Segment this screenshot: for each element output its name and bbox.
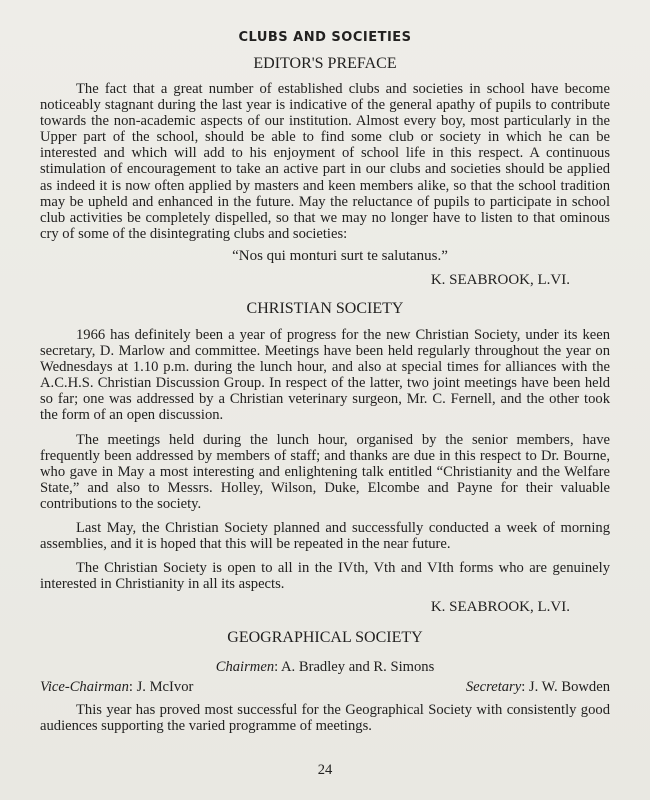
christian-society-paragraph: The meetings held during the lunch hour, organised by the senior members, have frequently been addressed by members of staff; and thanks are due in this respect to Dr. Bourne, who gave in May a most interesting and enlightening talk entitled “Christianity and the Welfare State,” and also to Messrs. Holley, Wilson, Duke, Elcombe and Payne for their valuable contributions to the society. (40, 431, 610, 512)
secretary-colon: : (521, 679, 529, 696)
christian-society-signature: K. SEABROOK, L.VI. (430, 599, 570, 616)
christian-society-section (40, 299, 610, 616)
secretary-label: Secretary (465, 679, 522, 696)
editors-preface-signature: K. SEABROOK, L.VI. (430, 271, 570, 288)
geographical-society-heading: GEOGRAPHICAL SOCIETY (227, 629, 423, 647)
secretary-entry (466, 678, 610, 696)
christian-society-heading: CHRISTIAN SOCIETY (246, 299, 404, 317)
vice-chairman-colon: : (128, 679, 137, 696)
christian-society-paragraph: 1966 has definitely been a year of progress for the new Christian Society, under its keen secretary, D. Marlow and committee. Meetings have been held regularly throughout the year on Wednesdays at 1.10 p.m. during the lunch hour, and also at special times for alliances with the A.C.H.S. Christian Discussion Group. In respect of the latter, two joint meetings have been held so far; one was addressed by a Christian veterinary surgeon, Mr. C. Fernell, and the other took the form of an open discussion. (40, 326, 610, 424)
page-number: 24 (317, 762, 333, 778)
chairmen-label: Chairmen (215, 659, 275, 676)
vice-chairman-value: J. McIvor (136, 679, 194, 696)
chairmen-line (40, 658, 610, 676)
editors-preface-paragraph: The fact that a great number of established clubs and societies in school have become noticeably stagnant during the last year is indicative of the general apathy of pupils to contribute towards the non-academic aspects of our institution. Almost every boy, most particularly in the Upper part of the school, should be able to find some club or society in which he can be interested and which will add to his enjoyment of school life in this respect. A continuous stimulation of encouragement to take an active part in our clubs and societies should be applied as indeed it is now often applied by masters and keen members alike, so that the school tradition may be upheld and enhanced in the future. May the reluctance of pupils to participate in school club activities be completely dispelled, so that we may no longer have to listen to that ominous cry of some of the disintegrating clubs and societies: (40, 81, 610, 242)
geographical-society-paragraph: This year has proved most successful for the Geographical Society with consistently good audiences supporting the varied programme of meetings. (40, 702, 610, 735)
vice-chairman-entry (40, 678, 193, 696)
secretary-value: J. W. Bowden (528, 679, 610, 696)
editors-preface-quote: “Nos qui monturi surt te salutanus.” (232, 247, 448, 264)
christian-society-paragraph: The Christian Society is open to all in the IVth, Vth and VIth forms who are genuinely interested in Christianity in all its aspects. (40, 560, 610, 593)
officers-line (40, 678, 610, 696)
chairmen-colon: : (274, 659, 282, 676)
geographical-society-section (40, 628, 610, 734)
vice-chairman-label: Vice-Chairman (40, 679, 129, 696)
chairmen-value: A. Bradley and R. Simons (281, 659, 435, 676)
christian-society-paragraph: Last May, the Christian Society planned and successfully conducted a week of morning assemblies, and it is hoped that this will be repeated in the near future. (40, 519, 610, 553)
editors-preface-section (40, 54, 610, 289)
section-title: CLUBS AND SOCIETIES (238, 30, 412, 45)
editors-preface-heading: EDITOR'S PREFACE (253, 55, 397, 72)
